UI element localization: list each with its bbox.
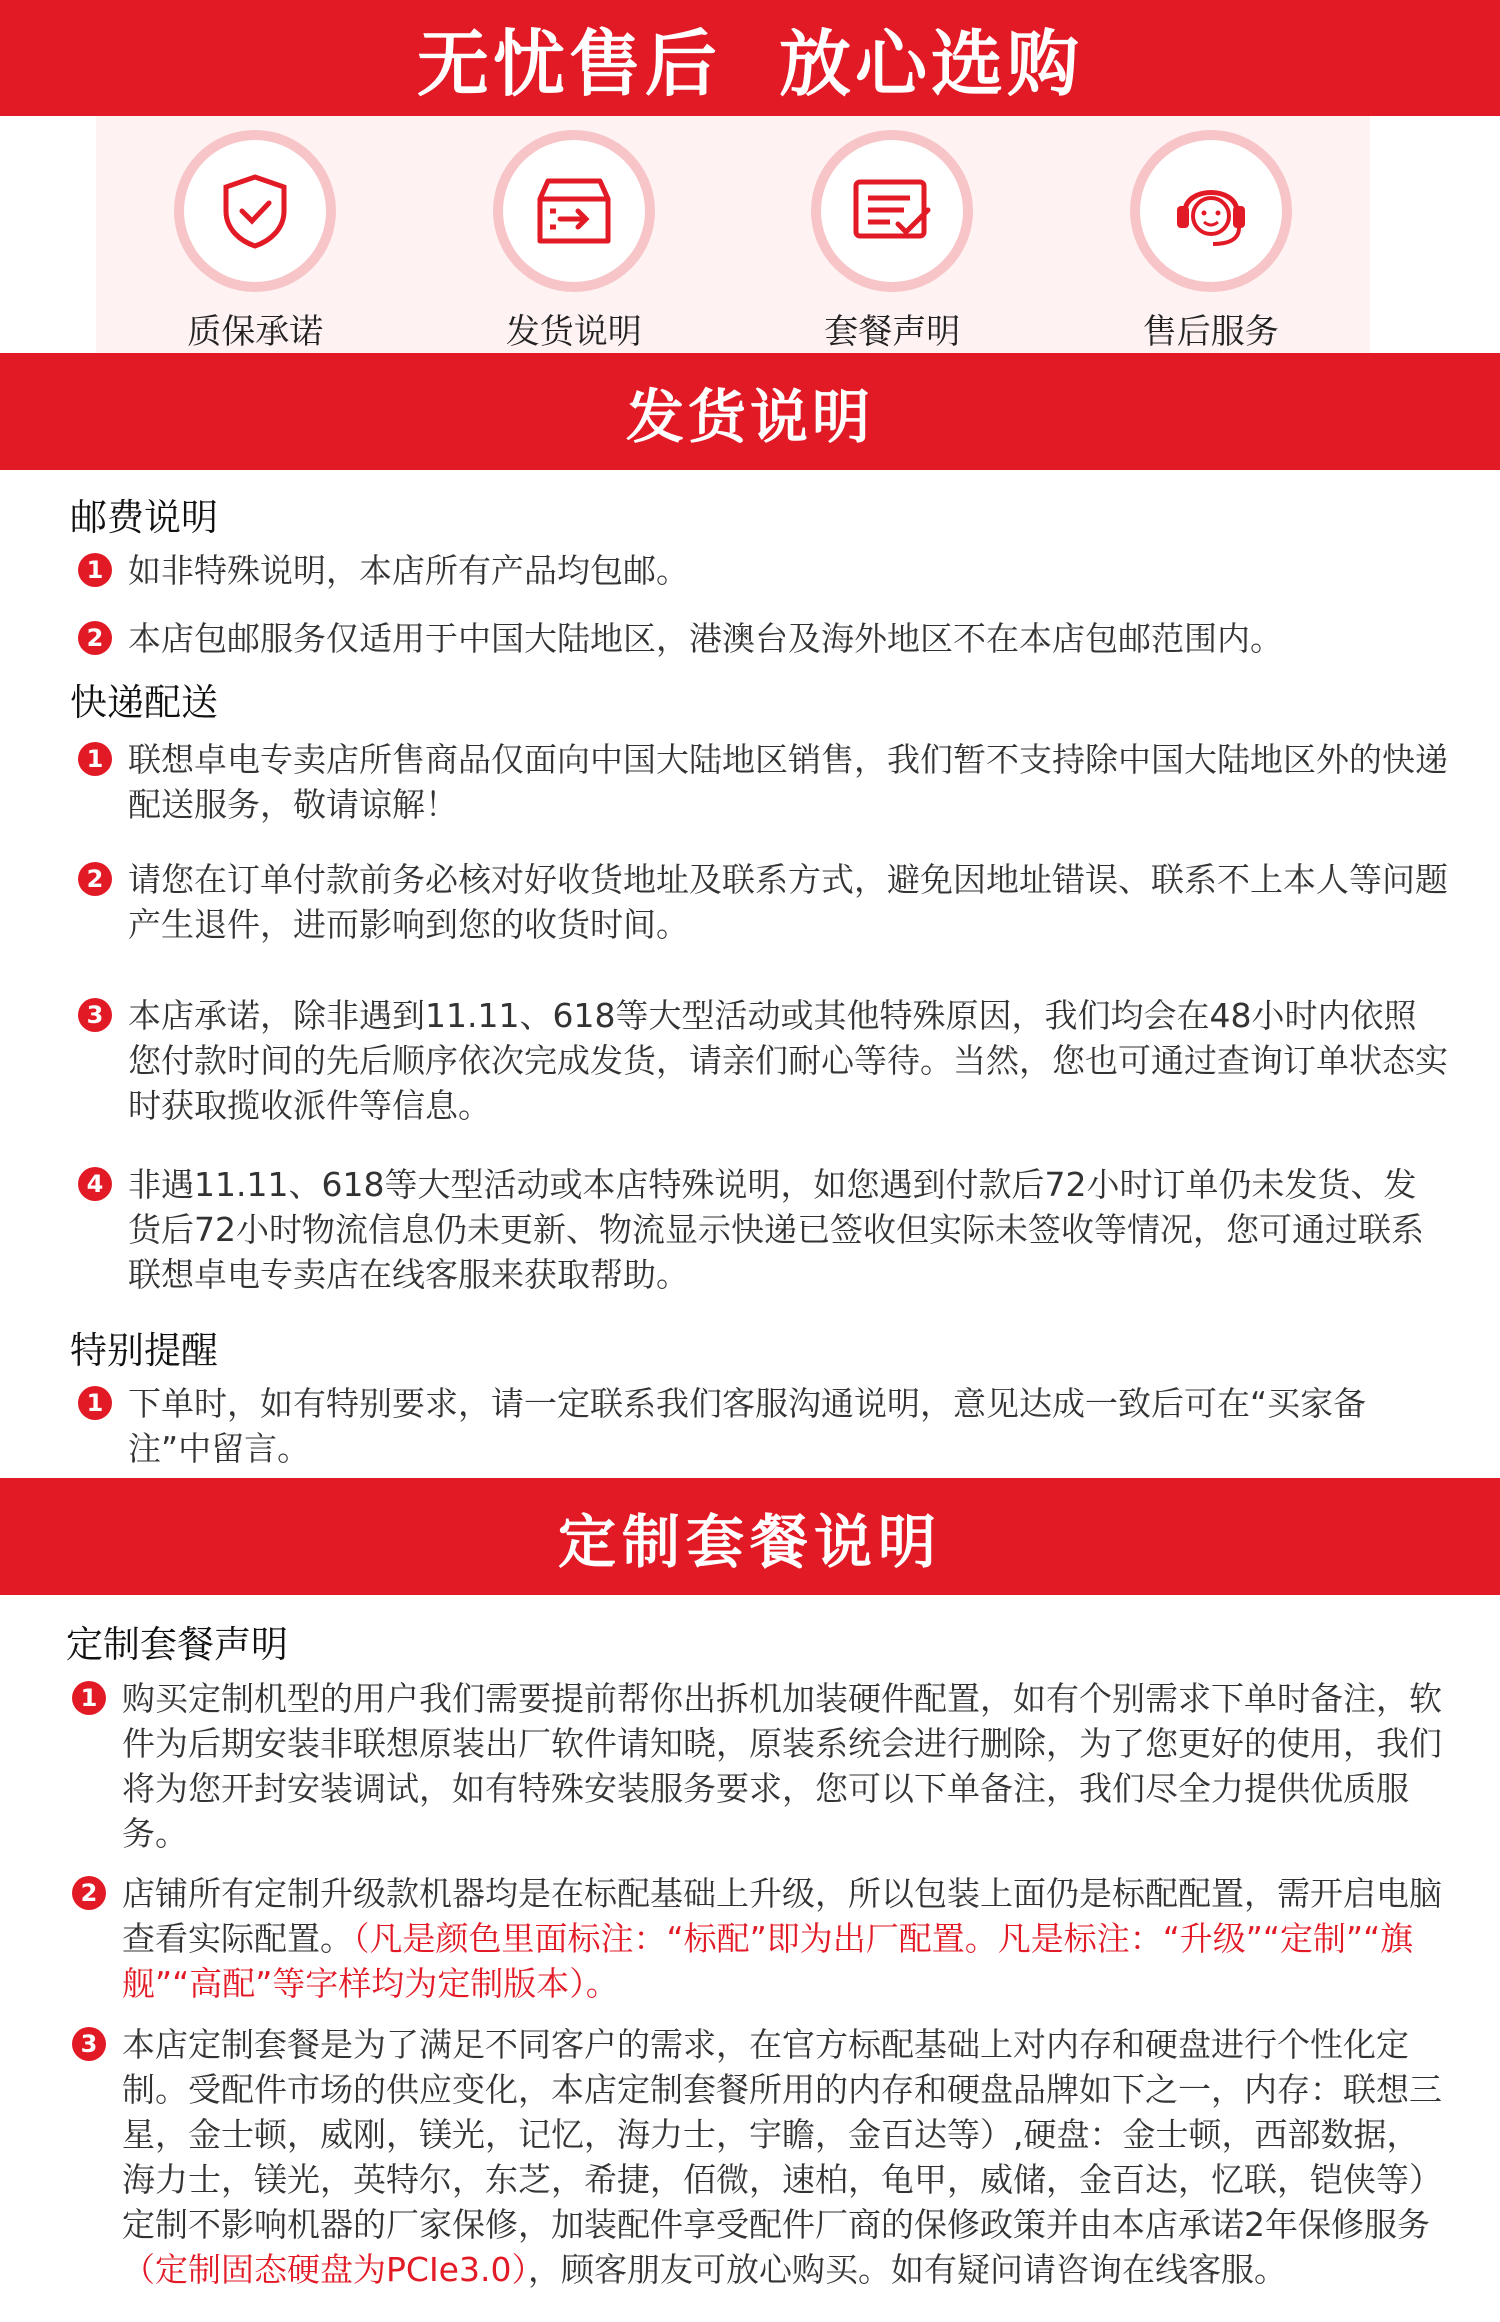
shipping-banner-title: 发货说明 bbox=[625, 382, 874, 451]
list-item bbox=[78, 857, 1448, 947]
shipping-banner bbox=[0, 353, 1500, 470]
list-item bbox=[72, 1676, 1442, 1856]
icon-item-package[interactable] bbox=[733, 116, 1052, 353]
top-banner bbox=[0, 0, 1500, 116]
number-badge: 2 bbox=[78, 621, 112, 655]
item-text: 联想卓电专卖店所售商品仅面向中国大陆地区销售，我们暂不支持除中国大陆地区外的快递配送服务，敬请谅解！ bbox=[128, 740, 1448, 824]
icon-item-aftersales[interactable] bbox=[1052, 116, 1371, 353]
icon-label: 售后服务 bbox=[1142, 312, 1279, 352]
number-badge: 3 bbox=[78, 998, 112, 1032]
icon-label: 套餐声明 bbox=[824, 312, 961, 352]
item-red-note: （凡是颜色里面标注：“标配”即为出厂配置。凡是标注：“升级”“定制”“旗舰”“高配”等字样均为定制版本）。 bbox=[122, 1919, 1414, 2003]
number-badge: 2 bbox=[78, 862, 112, 896]
item-text: 非遇11.11、618等大型活动或本店特殊说明，如您遇到付款后72小时订单仍未发货、发货后72小时物流信息仍未更新、物流显示快递已签收但实际未签收等情况，您可通过联系联想卓电专卖店在线客服来获取帮助。 bbox=[128, 1165, 1424, 1294]
section-title-reminder: 特别提醒 bbox=[70, 1329, 218, 1372]
icon-label: 质保承诺 bbox=[187, 312, 324, 352]
list-item bbox=[72, 2022, 1442, 2292]
item-text: 本店定制套餐是为了满足不同客户的需求，在官方标配基础上对内存和硬盘进行个性化定制。受配件市场的供应变化，本店定制套餐所用的内存和硬盘品牌如下之一，内存：联想三星，金士顿，威刚，镁光，记忆，海力士，宇瞻，金百达等）,硬盘：金士顿，西部数据，海力士，镁光，英特尔，东芝，希捷，佰微，速柏，龟甲，威储，金百达，忆联，铠侠等）定制不影响机器的厂家保修，加装配件享受配件厂商的保修政策并由本店承诺2年保修服务 bbox=[122, 2025, 1442, 2244]
list-item bbox=[78, 548, 1448, 593]
list-item bbox=[78, 1162, 1448, 1297]
item-text: 店铺所有定制升级款机器均是在标配基础上升级，所以包装上面仍是标配配置，需开启电脑 查看实际配置。 bbox=[122, 1874, 1442, 1958]
icon-label: 发货说明 bbox=[505, 312, 642, 352]
number-badge: 1 bbox=[72, 1681, 106, 1715]
section-title-package: 定制套餐声明 bbox=[66, 1623, 288, 1666]
icon-item-delivery[interactable] bbox=[415, 116, 734, 353]
item-text: 如非特殊说明，本店所有产品均包邮。 bbox=[128, 551, 689, 590]
customer-service-icon bbox=[1173, 172, 1249, 250]
package-banner-title: 定制套餐说明 bbox=[557, 1507, 942, 1576]
list-item bbox=[78, 616, 1448, 661]
list-item bbox=[72, 1871, 1442, 2006]
icon-item-warranty[interactable] bbox=[96, 116, 415, 353]
item-red-note: （定制固态硬盘为PCIe3.0） bbox=[122, 2250, 528, 2289]
item-text: 本店承诺，除非遇到11.11、618等大型活动或其他特殊原因，我们均会在48小时内依照您付款时间的先后顺序依次完成发货，请亲们耐心等待。当然，您也可通过查询订单状态实时获取揽收派件等信息。 bbox=[128, 996, 1448, 1125]
shield-check-icon bbox=[220, 173, 290, 249]
number-badge: 1 bbox=[78, 742, 112, 776]
item-text-tail: ，顾客朋友可放心购买。如有疑问请咨询在线客服。 bbox=[527, 2250, 1287, 2289]
document-check-icon bbox=[852, 178, 932, 244]
list-item bbox=[78, 737, 1448, 827]
number-badge: 4 bbox=[78, 1167, 112, 1201]
number-badge: 1 bbox=[78, 553, 112, 587]
delivery-box-icon bbox=[536, 175, 612, 247]
top-banner-title: 无忧售后 放心选购 bbox=[416, 22, 1084, 106]
service-icon-row bbox=[96, 116, 1370, 353]
item-text: 下单时，如有特别要求，请一定联系我们客服沟通说明，意见达成一致后可在“买家备注”中留言。 bbox=[128, 1384, 1367, 1468]
section-title-postage: 邮费说明 bbox=[70, 496, 218, 539]
item-text: 购买定制机型的用户我们需要提前帮你出拆机加装硬件配置，如有个别需求下单时备注，软件为后期安装非联想原装出厂软件请知晓，原装系统会进行删除，为了您更好的使用，我们将为您开封安装调试，如有特殊安装服务要求，您可以下单备注，我们尽全力提供优质服务。 bbox=[122, 1679, 1442, 1853]
list-item bbox=[78, 1381, 1448, 1471]
section-title-express: 快递配送 bbox=[70, 681, 218, 724]
item-text: 请您在订单付款前务必核对好收货地址及联系方式，避免因地址错误、联系不上本人等问题产生退件，进而影响到您的收货时间。 bbox=[128, 860, 1448, 944]
number-badge: 3 bbox=[72, 2027, 106, 2061]
number-badge: 2 bbox=[72, 1876, 106, 1910]
package-banner bbox=[0, 1478, 1500, 1595]
item-text: 本店包邮服务仅适用于中国大陆地区，港澳台及海外地区不在本店包邮范围内。 bbox=[128, 619, 1283, 658]
list-item bbox=[78, 993, 1448, 1128]
number-badge: 1 bbox=[78, 1386, 112, 1420]
